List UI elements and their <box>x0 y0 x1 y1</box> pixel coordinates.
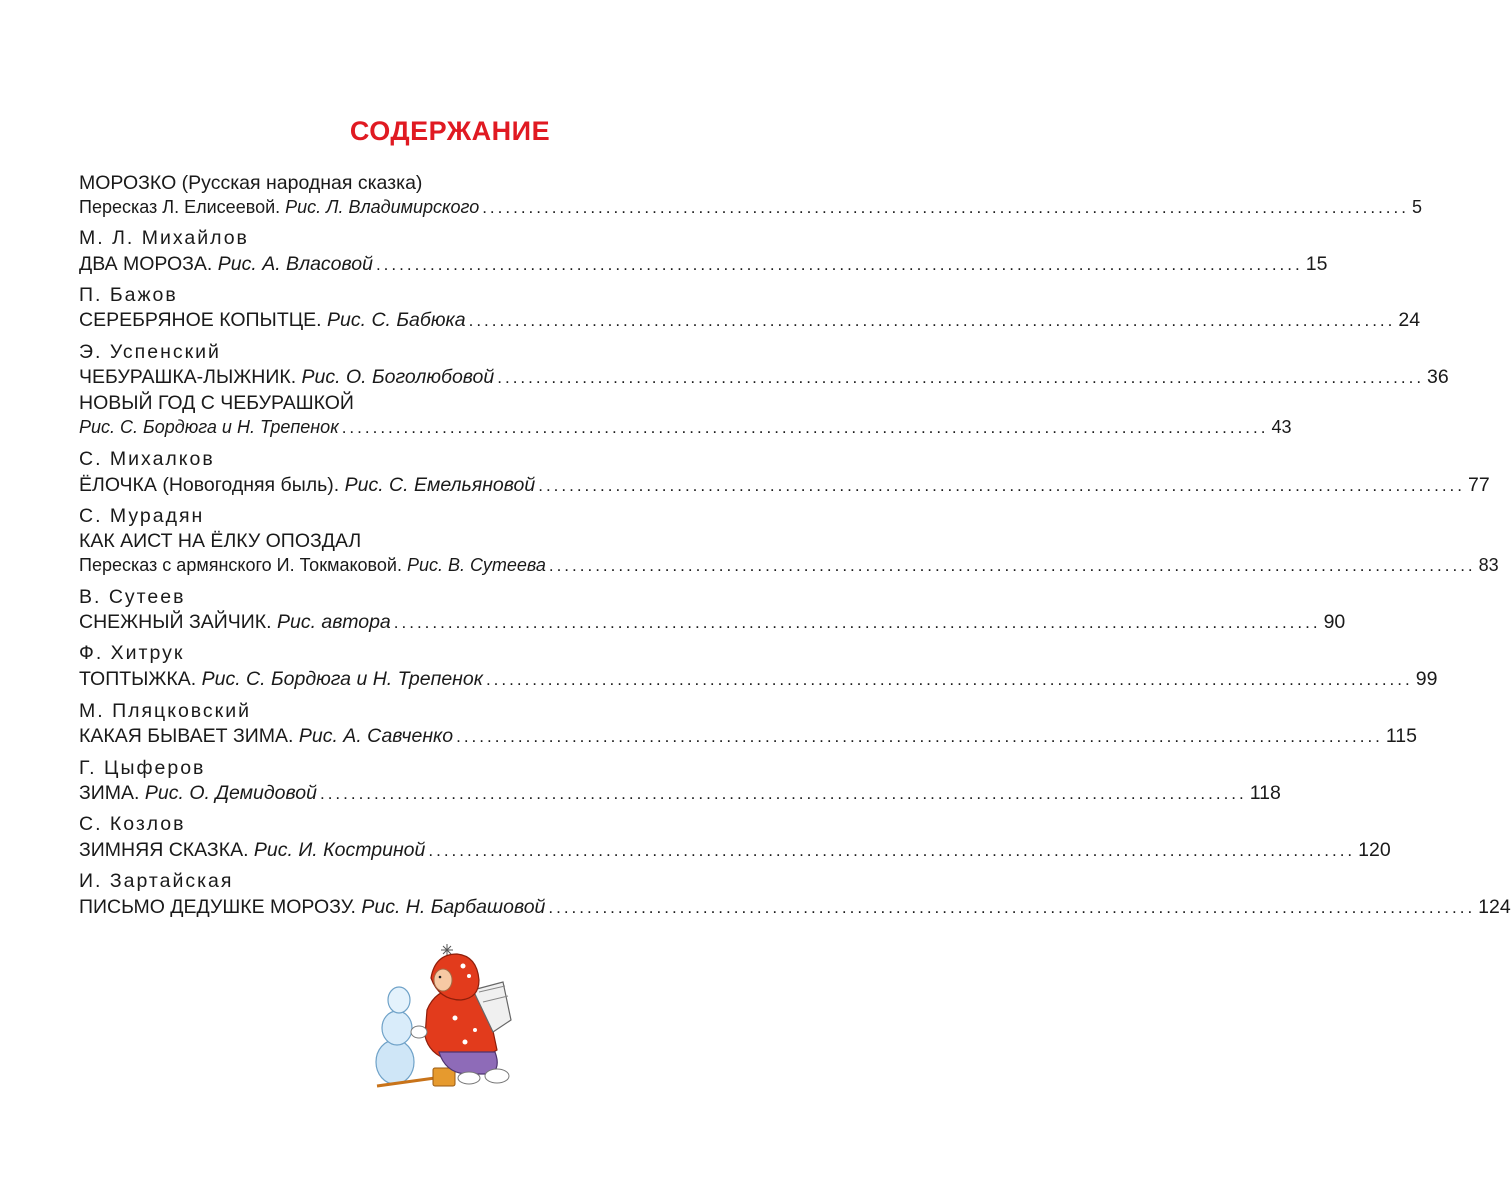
toc-author: Э. Успенский <box>79 341 221 363</box>
toc-author: П. Бажов <box>79 284 178 306</box>
entry-title: ЧЕБУРАШКА-ЛЫЖНИК. <box>79 366 297 388</box>
entry-page: 15 <box>1305 253 1328 275</box>
leader-dots: ........................................................................................................................ <box>548 556 1476 575</box>
entry-title: СЕРЕБРЯНОЕ КОПЫТЦЕ. <box>79 309 322 331</box>
snowman-shape <box>376 987 414 1084</box>
page-title: СОДЕРЖАНИЕ <box>349 116 551 146</box>
entry-title: ТОПТЫЖКА. <box>79 668 197 690</box>
entry-illustrator: Рис. С. Бордюга и Н. Трепенок <box>201 668 483 690</box>
toc-author: М. Л. Михайлов <box>79 227 249 249</box>
toc-entry-kakaya-zima[interactable] <box>79 723 1417 749</box>
toc-author: В. Сутеев <box>79 586 186 608</box>
toc-entry-zima[interactable] <box>79 780 1281 806</box>
entry-illustrator: Рис. С. Бордюга и Н. Трепенок <box>79 417 339 437</box>
toc-entry-cheburashka-lyzhnik[interactable] <box>79 364 1449 390</box>
entry-retold: Пересказ с армянского И. Токмаковой. <box>79 555 402 575</box>
leader-dots: ........................................................................................................................ <box>375 255 1303 274</box>
leader-dots: ........................................................................................................................ <box>485 670 1413 689</box>
leader-dots: ........................................................................................................................ <box>319 784 1247 803</box>
toc-author: С. Козлов <box>79 813 186 835</box>
leader-dots: ........................................................................................................................ <box>428 841 1356 860</box>
entry-note: (Новогодняя быль). <box>162 474 340 496</box>
entry-illustrator: Рис. А. Савченко <box>298 725 454 747</box>
toc-entry-novy-god[interactable] <box>79 414 1292 440</box>
entry-title: КАКАЯ БЫВАЕТ ЗИМА. <box>79 725 294 747</box>
entry-title: ПИСЬМО ДЕДУШКЕ МОРОЗУ. <box>79 896 356 918</box>
entry-illustrator: Рис. Л. Владимирского <box>285 197 480 217</box>
toc-author: М. Пляцковский <box>79 700 252 722</box>
entry-page: 115 <box>1385 725 1417 747</box>
toc-author: С. Михалков <box>79 448 215 470</box>
toc-author: Ф. Хитрук <box>79 642 185 664</box>
entry-illustrator: Рис. А. Власовой <box>217 253 373 275</box>
leader-dots: ........................................................................................................................ <box>548 898 1476 917</box>
entry-illustrator: Рис. С. Бабюка <box>327 309 466 331</box>
leader-dots: ........................................................................................................................ <box>497 368 1425 387</box>
entry-retold: Пересказ Л. Елисеевой. <box>79 197 281 217</box>
toc-entry-aist[interactable] <box>79 552 1499 578</box>
entry-page: 83 <box>1478 555 1499 575</box>
toc-entry-yolochka[interactable] <box>79 472 1490 498</box>
toc-line-novy-god-title: НОВЫЙ ГОД С ЧЕБУРАШКОЙ <box>79 392 354 414</box>
toc-author: С. Мурадян <box>79 505 205 527</box>
entry-title: ДВА МОРОЗА. <box>79 253 213 275</box>
toc-author: Г. Цыферов <box>79 757 206 779</box>
entry-page: 24 <box>1398 309 1421 331</box>
toc-line-aist-title: КАК АИСТ НА ЁЛКУ ОПОЗДАЛ <box>79 530 362 552</box>
child-building-snowman-icon <box>365 940 545 1090</box>
entry-note: (Русская народная сказка) <box>181 172 423 194</box>
leader-dots: ........................................................................................................................ <box>393 613 1321 632</box>
entry-page: 120 <box>1358 839 1391 861</box>
entry-title: СНЕЖНЫЙ ЗАЙЧИК. <box>79 611 272 633</box>
toc-entry-pismo[interactable] <box>79 894 1511 920</box>
entry-title: ЗИМА. <box>79 782 140 804</box>
toc-entry-zaychik[interactable] <box>79 609 1346 635</box>
leader-dots: ........................................................................................................................ <box>538 476 1465 495</box>
toc-author: И. Зартайская <box>79 870 234 892</box>
entry-page: 99 <box>1415 668 1438 690</box>
leader-dots: ........................................................................................................................ <box>468 311 1396 330</box>
toc-entry-toptyzhka[interactable] <box>79 666 1438 692</box>
leader-dots: ........................................................................................................................ <box>482 198 1409 217</box>
entry-title: ЁЛОЧКА <box>79 474 157 496</box>
entry-title: ЗИМНЯЯ СКАЗКА. <box>79 839 249 861</box>
entry-illustrator: Рис. С. Емельяновой <box>344 474 536 496</box>
toc-entry-dva-moroza[interactable] <box>79 251 1328 277</box>
entry-illustrator: Рис. О. Демидовой <box>144 782 317 804</box>
entry-page: 77 <box>1468 474 1490 496</box>
entry-illustrator: Рис. В. Сутеева <box>407 555 546 575</box>
entry-illustrator: Рис. Н. Барбашовой <box>361 896 546 918</box>
entry-page: 5 <box>1411 197 1422 217</box>
toc-entry-morozko[interactable] <box>79 194 1422 220</box>
entry-page: 90 <box>1323 611 1346 633</box>
leader-dots: ........................................................................................................................ <box>456 727 1383 746</box>
leader-dots: ........................................................................................................................ <box>341 418 1269 437</box>
entry-illustrator: Рис. О. Боголюбовой <box>301 366 495 388</box>
entry-page: 36 <box>1427 366 1449 388</box>
entry-page: 43 <box>1271 417 1292 437</box>
toc-entry-kopyttse[interactable] <box>79 307 1421 333</box>
entry-page: 124 <box>1478 896 1511 918</box>
entry-title: МОРОЗКО <box>79 172 177 194</box>
entry-illustrator: Рис. И. Костриной <box>253 839 426 861</box>
entry-illustrator: Рис. автора <box>276 611 391 633</box>
toc-entry-zimnyaya-skazka[interactable] <box>79 837 1391 863</box>
toc-line-morozko-title <box>79 170 791 196</box>
entry-page: 118 <box>1249 782 1281 804</box>
